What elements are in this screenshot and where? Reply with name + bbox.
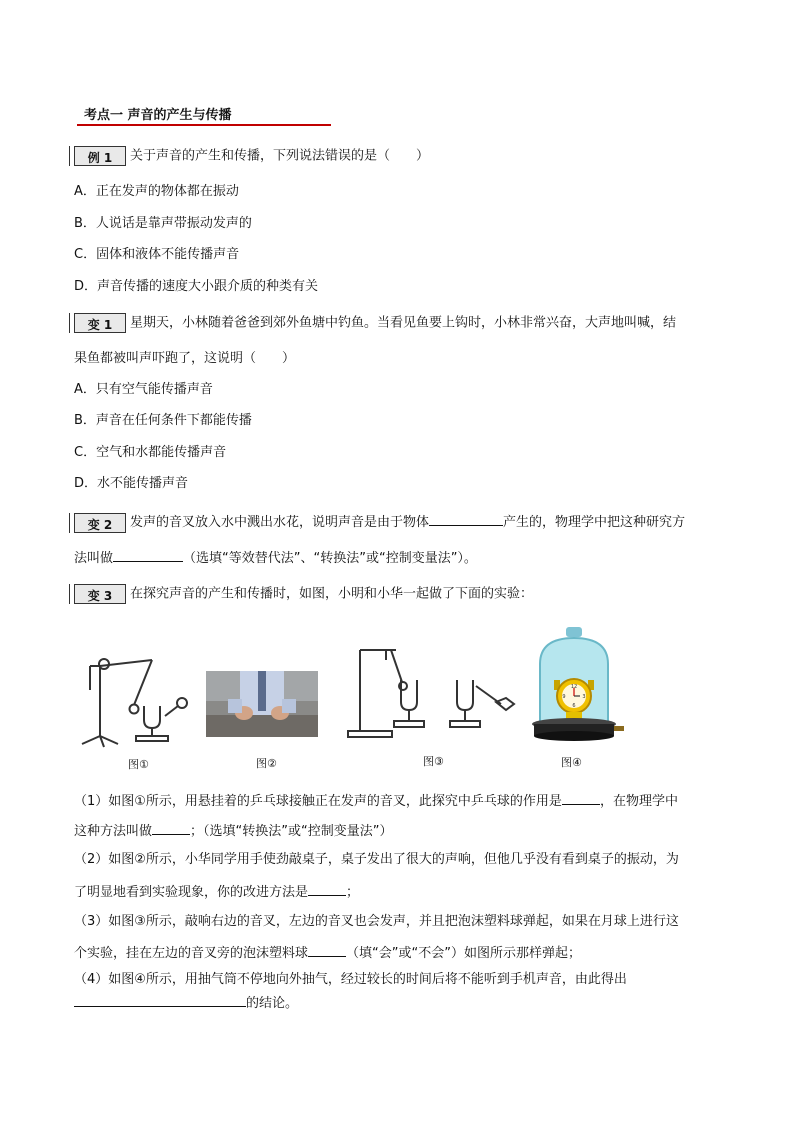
section-title: 考点一 声音的产生与传播 — [84, 108, 232, 123]
var1-option-c: C．空气和水都能传播声音 — [74, 445, 227, 460]
var2-tag: 变 2 — [74, 513, 126, 533]
figure-2-person-knocking-table — [206, 671, 318, 737]
figure-4-caption: 图④ — [561, 756, 582, 769]
ex1-option-c: C．固体和液体不能传播声音 — [74, 247, 240, 262]
var2-line2: 法叫做 （选填“等效替代法”、“转换法”或“控制变量法”）。 — [74, 547, 477, 569]
clock-digit-9: 9 — [562, 694, 566, 700]
ex1-option-b: B．人说话是靠声带振动发声的 — [74, 216, 252, 231]
var3-q4-blank[interactable] — [74, 992, 246, 1007]
var3-q2-line1: （2）如图②所示，小华同学用手使劲敲桌子，桌子发出了很大的声响，但他几乎没有看到桌子的振动，为 — [74, 852, 679, 867]
var1-question-line1: 变 1 星期天，小林随着爸爸到郊外鱼塘中钓鱼。当看见鱼要上钩时，小林非常兴奋，大声地叫喊，结 — [74, 313, 676, 334]
ex1-option-d: D．声音传播的速度大小跟介质的种类有关 — [74, 279, 319, 294]
var3-q2-blank[interactable] — [308, 881, 346, 896]
var3-q1-blank-1[interactable] — [562, 790, 600, 805]
var3-q3-line2: 个实验，挂在左边的音叉旁的泡沫塑料球 （填“会”或“不会”）如图所示那样弹起； — [74, 942, 581, 964]
var1-option-b: B．声音在任何条件下都能传播 — [74, 413, 252, 428]
var3-q1-line1: （1）如图①所示，用悬挂着的乒乓球接触正在发声的音叉，此探究中乒乓球的作用是 ，在物理学中 — [74, 790, 678, 812]
clock-digit-12: 12 — [570, 684, 578, 690]
var1-option-a: A．只有空气能传播声音 — [74, 382, 213, 397]
var1-option-d: D．水不能传播声音 — [74, 476, 189, 491]
var1-tag: 变 1 — [74, 313, 126, 333]
var3-q2-line2: 了明显地看到实验现象，你的改进方法是 ； — [74, 881, 359, 903]
var3-q1-line2: 这种方法叫做 ；（选填“转换法”或“控制变量法”） — [74, 820, 392, 842]
var3-question-line: 变 3 在探究声音的产生和传播时，如图，小明和小华一起做了下面的实验： — [74, 584, 533, 605]
var2-blank-2[interactable] — [113, 547, 183, 562]
var3-q1-blank-2[interactable] — [152, 820, 190, 835]
ex1-question-line — [74, 146, 429, 167]
figure-1-caption: 图① — [128, 758, 149, 771]
var3-q3-line1: （3）如图③所示，敲响右边的音叉，左边的音叉也会发声，并且把泡沫塑料球弹起，如果在月球上进行这 — [74, 914, 679, 929]
var3-tag: 变 3 — [74, 584, 126, 604]
figure-1-tuning-fork-ball — [70, 648, 190, 748]
title-underline — [77, 124, 331, 126]
var1-question-line2: 果鱼都被叫声吓跑了，这说明（ ） — [74, 351, 296, 366]
var3-q3-blank[interactable] — [308, 942, 346, 957]
figure-3-two-tuning-forks — [346, 646, 521, 740]
var2-blank-1[interactable] — [429, 511, 503, 526]
figure-3-caption: 图③ — [423, 755, 444, 768]
clock-digit-3: 3 — [582, 694, 586, 700]
clock-digit-6: 6 — [572, 703, 576, 709]
figure-4-bell-jar-clock — [526, 624, 638, 744]
figure-2-caption: 图② — [256, 757, 277, 770]
var3-q4-line1: （4）如图④所示，用抽气筒不停地向外抽气，经过较长的时间后将不能听到手机声音，由此得出 — [74, 972, 627, 987]
ex1-tag: 例 1 — [74, 146, 126, 166]
var3-q4-line2: 的结论。 — [74, 992, 298, 1014]
ex1-question: 关于声音的产生和传播，下列说法错误的是（ ） — [130, 148, 430, 164]
var2-line1: 变 2 发声的音叉放入水中溅出水花，说明声音是由于物体 产生的，物理学中把这种研究方 — [74, 511, 685, 533]
ex1-option-a: A．正在发声的物体都在振动 — [74, 184, 239, 199]
